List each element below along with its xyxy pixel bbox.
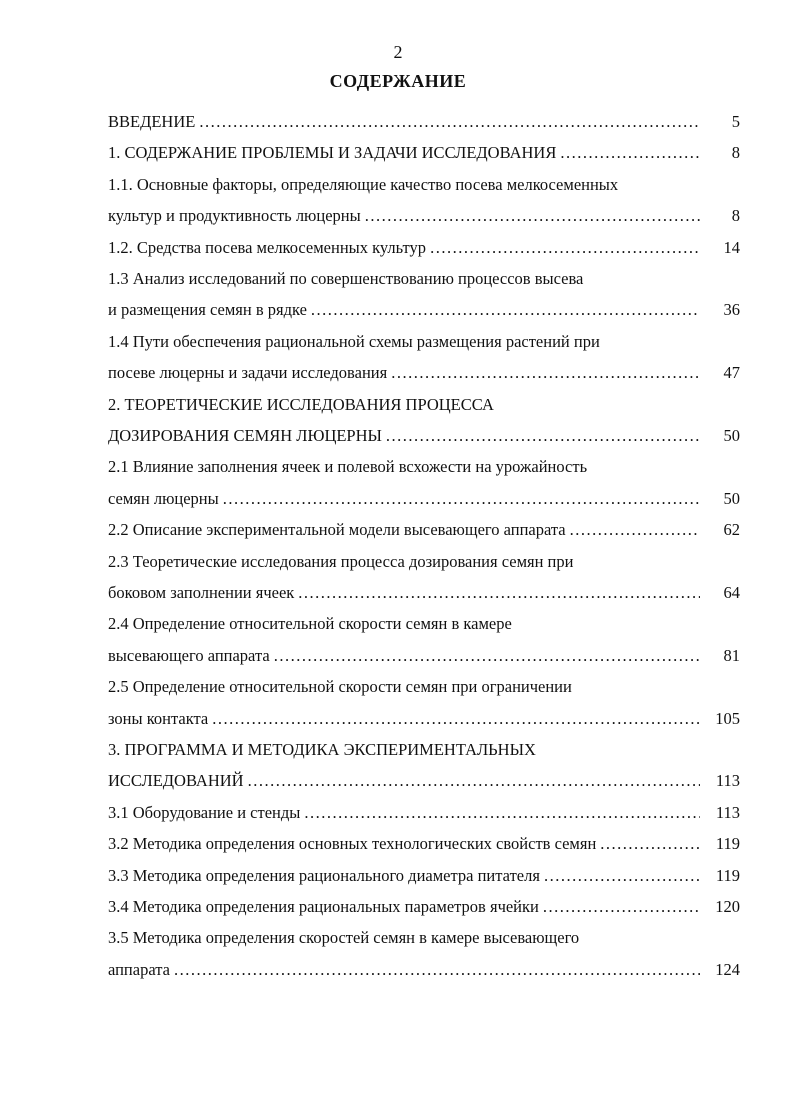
toc-entry-line — [108, 363, 700, 387]
toc-entry-line — [108, 803, 700, 827]
leader-dots — [270, 646, 700, 666]
leader-dots — [566, 520, 700, 540]
toc-page-number: 50 — [723, 426, 740, 445]
toc-entry-line — [108, 206, 700, 230]
toc-entry-text: ДОЗИРОВАНИЯ СЕМЯН ЛЮЦЕРНЫ — [108, 426, 382, 445]
toc-entry-line — [108, 426, 700, 450]
leader-dots — [387, 363, 700, 383]
toc-entry-text: 1.2. Средства посева мелкосеменных культур — [108, 237, 427, 257]
toc-entry-line — [108, 709, 700, 733]
toc-entry-text: 3.1 Оборудование и стенды — [108, 802, 301, 822]
toc-page-number: 81 — [723, 645, 740, 665]
toc-entry-line — [108, 677, 572, 701]
toc-page-number: 5 — [731, 112, 740, 131]
toc-entry-line — [108, 552, 573, 576]
toc-page-number: 119 — [715, 865, 740, 885]
toc-entry-text: посеве люцерны и задачи исследования — [108, 363, 388, 383]
toc-entry-line — [108, 457, 587, 481]
toc-entry-line — [108, 928, 579, 952]
toc-entry-line — [108, 143, 700, 167]
leader-dots — [300, 803, 700, 823]
toc-entry-line — [108, 269, 583, 293]
toc-page-number: 8 — [731, 206, 740, 226]
toc-entry-text: 3.4 Методика определения рациональных параметров ячейки — [108, 897, 539, 916]
toc-entry-line — [108, 960, 700, 984]
toc-entry-text: 1.4 Пути обеспечения рациональной схемы размещения растений при — [108, 331, 600, 351]
toc-entry-line — [108, 866, 700, 890]
leader-dots — [540, 866, 700, 886]
leader-dots — [596, 834, 700, 854]
toc-page-number: 62 — [723, 520, 740, 540]
leader-dots — [382, 426, 700, 446]
toc-entry-text: аппарата — [108, 959, 170, 979]
toc-entry-text: 1.1. Основные факторы, определяющие качество посева мелкосеменных — [108, 174, 619, 194]
toc-entry-text: культур и продуктивность люцерны — [108, 206, 361, 226]
toc-entry-text: 2.1 Влияние заполнения ячеек и полевой всхожести на урожайность — [108, 457, 588, 477]
toc-page-number: 8 — [731, 143, 740, 163]
leader-dots — [195, 112, 700, 132]
toc-page-number: 120 — [715, 897, 740, 916]
leader-dots — [539, 897, 700, 917]
toc-entry-text: 1.3 Анализ исследований по совершенствованию процессов высева — [108, 269, 584, 288]
toc-entry-line — [108, 238, 700, 262]
toc-page-number: 113 — [715, 802, 740, 822]
toc-page-number: 47 — [723, 363, 740, 383]
leader-dots — [244, 771, 700, 791]
toc-entry-line — [108, 395, 494, 419]
toc-entry-line — [108, 300, 700, 324]
toc-entry-line — [108, 740, 536, 764]
toc-entry-text: зоны контакта — [108, 708, 209, 728]
toc-entry-line — [108, 614, 512, 638]
toc-entry-text: 2.4 Определение относительной скорости семян в камере — [108, 614, 512, 634]
toc-entry-line — [108, 646, 700, 670]
toc-entry-text: 2. ТЕОРЕТИЧЕСКИЕ ИССЛЕДОВАНИЯ ПРОЦЕССА — [108, 394, 494, 414]
leader-dots — [208, 709, 700, 729]
leader-dots — [219, 489, 700, 509]
toc-page-number: 36 — [723, 300, 740, 320]
toc-entry-line — [108, 332, 600, 356]
toc-entry-line — [108, 489, 700, 513]
toc-page-number: 119 — [715, 834, 740, 854]
leader-dots — [361, 206, 700, 226]
toc-entry-text: 3.5 Методика определения скоростей семян в камере высевающего — [108, 928, 580, 948]
leader-dots — [170, 960, 700, 980]
toc-entry-text: 3.3 Методика определения рационального диаметра питателя — [108, 865, 540, 885]
toc-entry-line — [108, 771, 700, 795]
toc-entry-line — [108, 834, 700, 858]
toc-page-number: 113 — [715, 771, 740, 791]
toc-entry-text: высевающего аппарата — [108, 645, 270, 665]
toc-entry-line — [108, 897, 700, 921]
toc-entry-line — [108, 175, 618, 199]
leader-dots — [307, 300, 700, 320]
toc-entry-text: ВВЕДЕНИЕ — [108, 112, 196, 131]
toc-entry-line — [108, 583, 700, 607]
toc-entry-text: 3.2 Методика определения основных технологических свойств семян — [108, 834, 597, 854]
page-number: 2 — [393, 42, 403, 62]
toc-page-number: 124 — [715, 959, 740, 979]
toc-entry-text: ИССЛЕДОВАНИЙ — [108, 771, 244, 791]
toc-page-number: 50 — [723, 488, 740, 508]
toc-entry-text: семян люцерны — [108, 488, 219, 508]
toc-entry-line — [108, 112, 700, 136]
toc-entry-text: 2.3 Теоретические исследования процесса дозирования семян при — [108, 551, 574, 571]
toc-page-number: 105 — [715, 708, 740, 728]
toc-page-number: 14 — [723, 237, 740, 257]
toc-entry-text: 3. ПРОГРАММА И МЕТОДИКА ЭКСПЕРИМЕНТАЛЬНЫХ — [108, 740, 536, 759]
leader-dots — [556, 143, 700, 163]
toc-entry-text: боковом заполнении ячеек — [108, 583, 295, 602]
toc-page-number: 64 — [723, 583, 740, 602]
toc-entry-line — [108, 520, 700, 544]
toc-entry-text: и размещения семян в рядке — [108, 300, 307, 320]
leader-dots — [426, 238, 700, 258]
toc-entry-text: 2.5 Определение относительной скорости семян при ограничении — [108, 677, 572, 697]
toc-heading: СОДЕРЖАНИЕ — [329, 71, 467, 91]
leader-dots — [294, 583, 700, 603]
toc-entry-text: 1. СОДЕРЖАНИЕ ПРОБЛЕМЫ И ЗАДАЧИ ИССЛЕДОВАНИЯ — [108, 143, 557, 163]
toc-entry-text: 2.2 Описание экспериментальной модели высевающего аппарата — [108, 520, 566, 540]
